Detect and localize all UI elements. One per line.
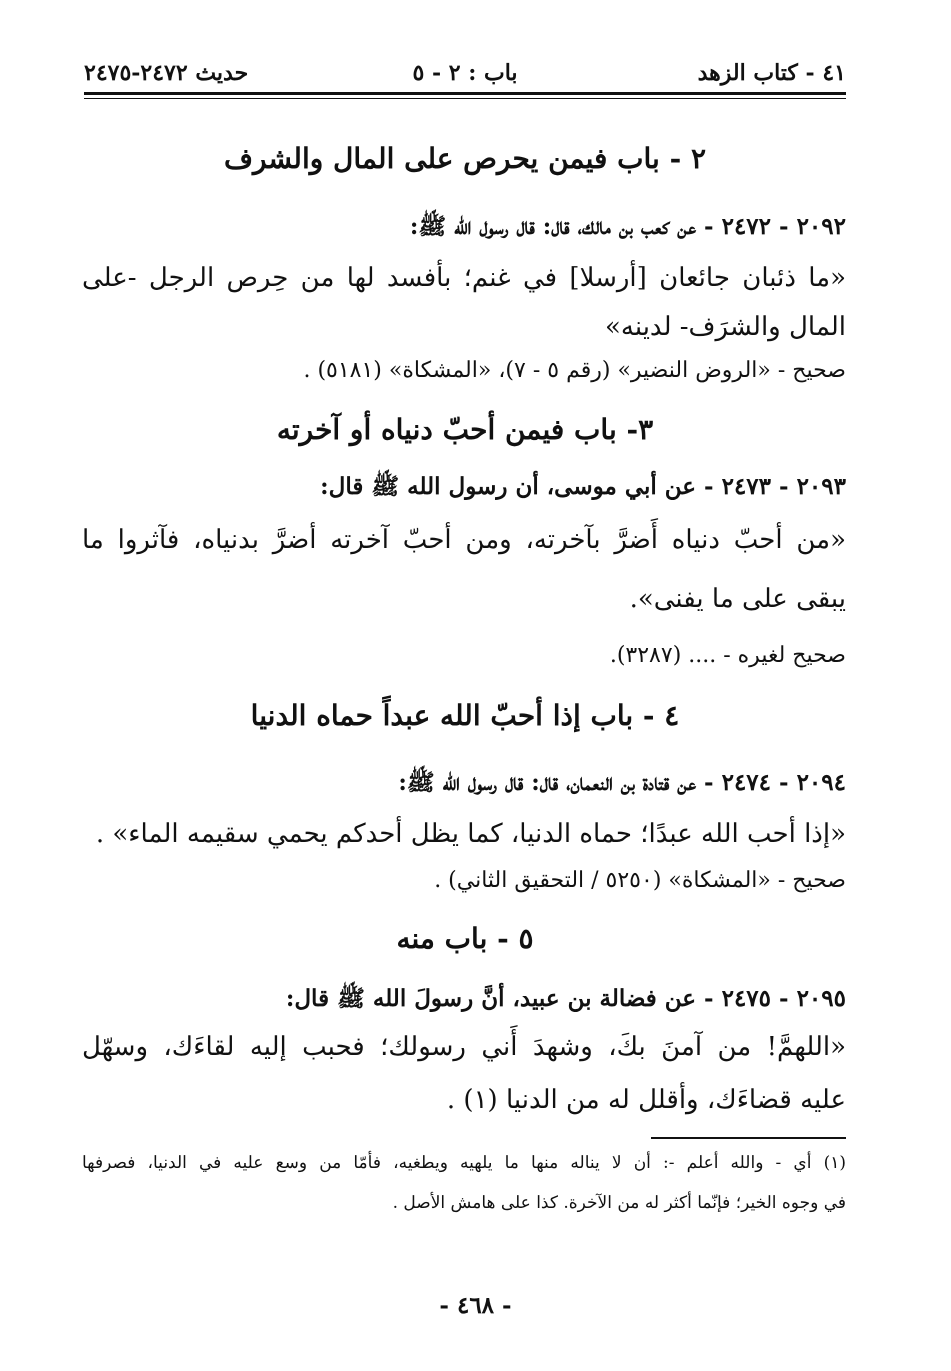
header-hadith-range: حديث ٢٤٧٢-٢٤٧٥: [84, 60, 249, 86]
hadith-text-line: عليه قضاءَك، وأقلل له من الدنيا (١) .: [446, 1085, 846, 1115]
hadith-text-line: المال والشرَف- لدينه»: [605, 312, 846, 342]
hadith-intro-2093: ٢٠٩٣ - ٢٤٧٣ - عن أبي موسى، أن رسول الله ﷺ قال:: [320, 473, 846, 500]
hadith-grade: صحيح - «المشكاة» (٥٢٥٠ / التحقيق الثاني) .: [434, 868, 846, 893]
hadith-intro-2095: ٢٠٩٥ - ٢٤٧٥ - عن فضالة بن عبيد، أنَّ رسولَ الله ﷺ قال:: [285, 985, 846, 1012]
hadith-grade: صحيح لغيره - .... (٣٢٨٧).: [609, 643, 846, 668]
footnote-line: في وجوه الخير؛ فإنّما أكثر له من الآخرة. كذا على هامش الأصل .: [392, 1193, 846, 1213]
chapter-heading-3: ٣- باب فيمن أحبّ دنياه أو آخرته: [276, 413, 654, 446]
header-rule-thin: [84, 98, 846, 99]
header-book-title: ٤١ - كتاب الزهد: [697, 60, 846, 86]
hadith-text-line: «إذا أحب الله عبدًا؛ حماه الدنيا، كما يظل أحدكم يحمي سقيمه الماء» .: [95, 819, 846, 849]
chapter-heading-4: ٤ - باب إذا أحبّ الله عبداً حماه الدنيا: [250, 699, 680, 732]
footnote-rule: [651, 1137, 846, 1139]
page-number: - ٤٦٨ -: [439, 1292, 512, 1319]
header-chapter-range: باب : ٢ - ٥: [412, 60, 518, 86]
hadith-intro-2092: ٢٠٩٢ - ٢٤٧٢ - عن كعب بن مالك، قال: قال رسول الله ﷺ:: [409, 213, 846, 240]
chapter-heading-5: ٥ - باب منه: [396, 922, 534, 955]
chapter-heading-2: ٢ - باب فيمن يحرص على المال والشرف: [223, 142, 707, 175]
hadith-text-line: «من أحبّ دنياه أَضرَّ بآخرته، ومن أحبّ آخرته أضرَّ بدنياه، فآثروا ما: [82, 525, 846, 555]
hadith-grade: صحيح - «الروض النضير» (رقم ٥ - ٧)، «المشكاة» (٥١٨١) .: [303, 358, 846, 383]
hadith-intro-2094: ٢٠٩٤ - ٢٤٧٤ - عن قتادة بن النعمان، قال: قال رسول الله ﷺ:: [398, 769, 846, 796]
running-header: [84, 52, 846, 92]
hadith-text-line: يبقى على ما يفنى».: [629, 584, 846, 614]
footnote-line: (١) أي - والله أعلم -: أن لا يناله منها ما يلهيه ويطغيه، فأمّا من وسع عليه في الدنيا، فصرفها: [82, 1153, 846, 1173]
hadith-text-line: «اللهمَّ! من آمنَ بكَ، وشهدَ أَني رسولك؛ فحبب إليه لقاءَك، وسهّل: [82, 1032, 846, 1062]
header-rule-thick: [84, 92, 846, 95]
hadith-text-line: «ما ذئبان جائعان [أرسلا] في غنم؛ بأفسد لها من حِرص الرجل -على: [82, 263, 847, 293]
